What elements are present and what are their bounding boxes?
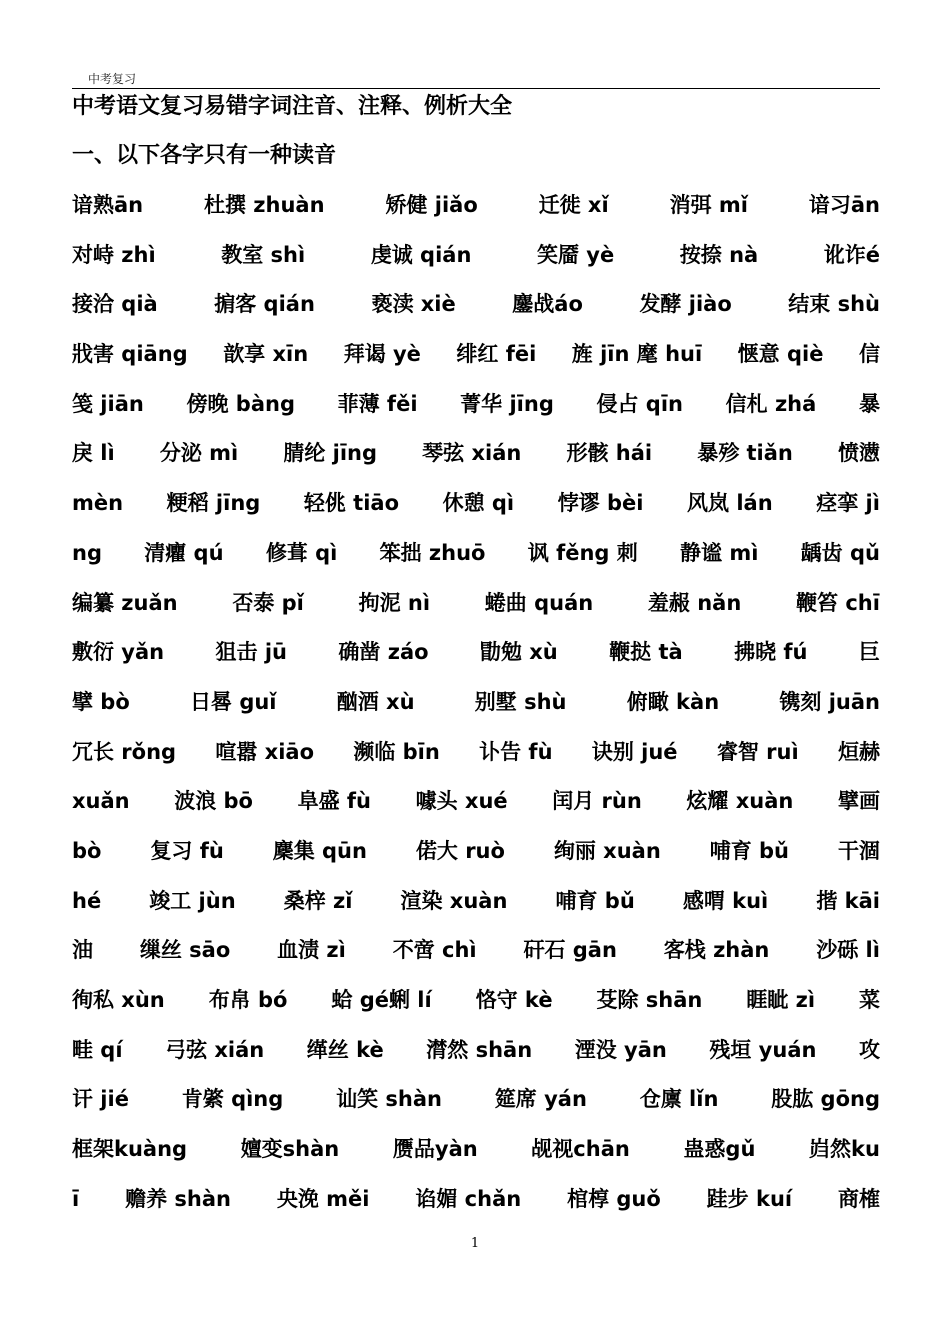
vocabulary-term: 笑靥 yè <box>536 242 615 267</box>
vocabulary-term: 对峙 zhì <box>72 242 156 267</box>
vocabulary-line <box>72 1130 880 1180</box>
vocabulary-term: 缫丝 sāo <box>139 938 231 963</box>
vocabulary-line <box>72 484 880 534</box>
vocabulary-term: 愤懑 <box>837 441 880 466</box>
vocabulary-list <box>72 186 880 1229</box>
document-title: 中考语文复习易错字词注音、注释、例析大全 <box>72 94 513 119</box>
vocabulary-term: 芟除 shān <box>596 988 703 1012</box>
vocabulary-term: 鏖战áo <box>512 292 583 317</box>
vocabulary-term: 分泌 mì <box>159 441 239 466</box>
vocabulary-term: 羞赧 nǎn <box>647 590 742 615</box>
vocabulary-term: 残垣 yuán <box>709 1037 817 1062</box>
vocabulary-term: 赡养 shàn <box>125 1186 231 1211</box>
vocabulary-term: 绯红 fēi <box>456 342 537 367</box>
vocabulary-term: 哺育 bǔ <box>709 838 790 863</box>
vocabulary-term: 擘 bò <box>72 689 130 714</box>
vocabulary-term: 悖谬 bèi <box>557 491 644 516</box>
vocabulary-term: 笨拙 zhuō <box>379 540 486 565</box>
vocabulary-term: 弓弦 xián <box>165 1037 265 1062</box>
vocabulary-term: 沙砾 lì <box>816 938 880 963</box>
vocabulary-term: 拜谒 yè <box>343 342 421 367</box>
section-heading: 一、以下各字只有一种读音 <box>72 143 337 168</box>
vocabulary-line <box>72 236 880 286</box>
vocabulary-term: 感喟 kuì <box>682 888 769 913</box>
vocabulary-term: 筵席 yán <box>494 1087 587 1112</box>
vocabulary-term: 阜盛 fù <box>297 789 371 814</box>
vocabulary-term: 暴殄 tiǎn <box>697 441 793 466</box>
vocabulary-term: 戕害 qiāng <box>72 342 188 367</box>
vocabulary-term: 谙习ān <box>808 193 880 217</box>
vocabulary-term: 炫耀 xuàn <box>686 789 794 814</box>
vocabulary-term: 框架kuàng <box>72 1137 188 1162</box>
vocabulary-term: 喧嚣 xiāo <box>215 739 315 764</box>
vocabulary-term: 酗酒 xù <box>336 689 415 714</box>
vocabulary-term: ng <box>72 540 102 565</box>
vocabulary-line <box>72 733 880 783</box>
vocabulary-term: 讣告 fù <box>479 739 553 764</box>
vocabulary-term: xuǎn <box>72 789 130 814</box>
vocabulary-term: 歆享 xīn <box>223 342 309 367</box>
vocabulary-term: 琴弦 xián <box>422 441 522 466</box>
vocabulary-term: 谙熟ān <box>72 193 144 217</box>
vocabulary-term: 敷衍 yǎn <box>72 640 165 665</box>
vocabulary-term: 狙击 jū <box>215 640 287 665</box>
vocabulary-term: 畦 qí <box>72 1037 123 1062</box>
vocabulary-term: 缂丝 kè <box>306 1037 384 1062</box>
vocabulary-term: 跬步 kuí <box>706 1186 793 1211</box>
vocabulary-term: 肯綮 qìng <box>181 1087 284 1112</box>
vocabulary-line <box>72 633 880 683</box>
vocabulary-term: 睚眦 zì <box>746 988 816 1012</box>
header-rule <box>72 88 880 89</box>
vocabulary-term: 侵占 qīn <box>596 391 683 416</box>
vocabulary-term: 蛤 gé蜊 lí <box>331 988 432 1012</box>
vocabulary-term: 笺 jiān <box>72 391 144 416</box>
vocabulary-line <box>72 285 880 335</box>
vocabulary-term: 岿然ku <box>809 1137 880 1162</box>
vocabulary-term: 谄媚 chǎn <box>415 1186 522 1211</box>
vocabulary-term: 蜷曲 quán <box>484 590 594 615</box>
vocabulary-term: 杜撰 zhuàn <box>204 193 325 217</box>
vocabulary-term: 戾 lì <box>72 441 115 466</box>
vocabulary-term: 棺椁 guǒ <box>567 1186 661 1211</box>
vocabulary-term: 清癯 qú <box>144 540 224 565</box>
vocabulary-term: 擘画 <box>837 789 880 814</box>
vocabulary-term: 虔诚 qián <box>370 242 472 267</box>
vocabulary-term: 鞭挞 tà <box>609 640 683 665</box>
vocabulary-term: 勖勉 xù <box>479 640 558 665</box>
vocabulary-term: 教室 shì <box>221 242 306 267</box>
vocabulary-term: 接洽 qià <box>72 292 158 317</box>
vocabulary-line <box>72 832 880 882</box>
vocabulary-line <box>72 335 880 385</box>
vocabulary-term: 觇视chān <box>531 1137 630 1162</box>
vocabulary-line <box>72 434 880 484</box>
vocabulary-line <box>72 683 880 733</box>
vocabulary-line <box>72 385 880 435</box>
vocabulary-term: 日晷 guǐ <box>190 689 277 714</box>
vocabulary-term: 讪笑 shàn <box>336 1087 442 1112</box>
vocabulary-term: 恪守 kè <box>475 988 553 1012</box>
vocabulary-term: 濒临 bīn <box>353 739 440 764</box>
vocabulary-term: 揩 kāi <box>816 888 880 913</box>
vocabulary-term: 哺育 bǔ <box>555 888 635 913</box>
vocabulary-term: 旌 jīn 麾 huī <box>571 342 703 367</box>
vocabulary-term: 信札 zhá <box>725 391 817 416</box>
vocabulary-term: 粳稻 jīng <box>166 491 261 516</box>
vocabulary-line <box>72 931 880 981</box>
vocabulary-term: 蛊惑gǔ <box>683 1137 756 1162</box>
vocabulary-term: 巨 <box>858 640 880 665</box>
vocabulary-term: 龋齿 qǔ <box>800 540 880 565</box>
vocabulary-term: 桑梓 zǐ <box>283 888 353 913</box>
vocabulary-term: 静谧 mì <box>680 540 759 565</box>
vocabulary-term: 诀别 jué <box>591 739 678 764</box>
vocabulary-term: 讦 jié <box>72 1087 129 1112</box>
vocabulary-term: 闰月 rùn <box>552 789 642 814</box>
vocabulary-term: 傍晚 bàng <box>186 391 295 416</box>
vocabulary-term: 徇私 xùn <box>72 988 165 1012</box>
vocabulary-term: 睿智 ruì <box>716 739 799 764</box>
vocabulary-term: 仓廪 lǐn <box>639 1087 719 1112</box>
vocabulary-term: 结束 shù <box>788 292 880 317</box>
vocabulary-term: 矸石 gān <box>523 938 617 963</box>
vocabulary-term: 菜 <box>858 988 880 1012</box>
vocabulary-term: 讽 fěng 刺 <box>527 540 638 565</box>
vocabulary-term: 别墅 shù <box>474 689 567 714</box>
vocabulary-line <box>72 534 880 584</box>
vocabulary-term: 休憩 qì <box>442 491 515 516</box>
vocabulary-term: 发酵 jiào <box>639 292 732 317</box>
vocabulary-term: 干涸 <box>837 838 880 863</box>
vocabulary-term: 渲染 xuàn <box>400 888 508 913</box>
vocabulary-term: 央浼 měi <box>276 1186 370 1211</box>
vocabulary-term: 修葺 qì <box>265 540 338 565</box>
vocabulary-term: 麇集 qūn <box>272 838 367 863</box>
vocabulary-term: 股肱 gōng <box>771 1087 880 1112</box>
vocabulary-term: 按捺 nà <box>679 242 759 267</box>
vocabulary-term: hé <box>72 888 102 913</box>
vocabulary-term: mèn <box>72 491 124 516</box>
vocabulary-term: 客栈 zhàn <box>663 938 770 963</box>
vocabulary-term: 讹诈é <box>823 242 880 267</box>
vocabulary-term: 湮没 yān <box>574 1037 667 1062</box>
vocabulary-term: 鞭笞 chī <box>796 590 880 615</box>
vocabulary-term: 否泰 pǐ <box>232 590 304 615</box>
vocabulary-term: 复习 fù <box>150 838 224 863</box>
vocabulary-term: 烜赫 <box>837 739 880 764</box>
vocabulary-term: 绚丽 xuàn <box>553 838 661 863</box>
vocabulary-term: 痉挛 jì <box>816 491 880 516</box>
vocabulary-line <box>72 981 880 1031</box>
vocabulary-term: 攻 <box>858 1037 880 1062</box>
vocabulary-term: 拂晓 fú <box>734 640 808 665</box>
vocabulary-term: 冗长 rǒng <box>72 739 177 764</box>
page-number: 1 <box>470 1236 480 1251</box>
vocabulary-term: 波浪 bō <box>174 789 253 814</box>
vocabulary-term: 菲薄 fěi <box>337 391 418 416</box>
vocabulary-term: 确凿 záo <box>338 640 429 665</box>
vocabulary-term: 嬗变shàn <box>240 1137 340 1162</box>
vocabulary-term: 拘泥 nì <box>358 590 431 615</box>
vocabulary-term: 轻佻 tiāo <box>303 491 400 516</box>
vocabulary-term: 腈纶 jīng <box>283 441 378 466</box>
vocabulary-term: 油 <box>72 938 93 963</box>
vocabulary-term: 风岚 lán <box>687 491 773 516</box>
vocabulary-term: 掮客 qián <box>214 292 315 317</box>
vocabulary-line <box>72 186 880 236</box>
vocabulary-line <box>72 1031 880 1081</box>
vocabulary-term: 编纂 zuǎn <box>72 590 178 615</box>
vocabulary-term: 竣工 jùn <box>149 888 236 913</box>
vocabulary-term: 噱头 xué <box>415 789 508 814</box>
vocabulary-line <box>72 882 880 932</box>
vocabulary-line <box>72 584 880 634</box>
vocabulary-term: 潸然 shān <box>426 1037 533 1062</box>
vocabulary-term: 信 <box>858 342 880 367</box>
vocabulary-term: bò <box>72 838 102 863</box>
header-label: 中考复习 <box>88 72 137 86</box>
vocabulary-term: 俯瞰 kàn <box>626 689 720 714</box>
vocabulary-term: 迁徙 xǐ <box>538 193 609 217</box>
vocabulary-term: 血渍 zì <box>277 938 346 963</box>
vocabulary-term: 矫健 jiǎo <box>385 193 478 217</box>
vocabulary-line <box>72 1180 880 1230</box>
vocabulary-term: 亵渎 xiè <box>371 292 456 317</box>
vocabulary-term: 菁华 jīng <box>460 391 554 416</box>
vocabulary-term: 暴 <box>858 391 880 416</box>
vocabulary-term: 布帛 bó <box>208 988 288 1012</box>
vocabulary-term: ī <box>72 1186 80 1211</box>
vocabulary-term: 惬意 qiè <box>737 342 824 367</box>
vocabulary-term: 商榷 <box>838 1186 880 1211</box>
vocabulary-term: 消弭 mǐ <box>669 193 748 217</box>
vocabulary-line <box>72 1080 880 1130</box>
vocabulary-term: 偌大 ruò <box>415 838 505 863</box>
vocabulary-term: 赝品yàn <box>392 1137 478 1162</box>
vocabulary-term: 镌刻 juān <box>779 689 880 714</box>
vocabulary-line <box>72 782 880 832</box>
vocabulary-term: 形骸 hái <box>566 441 653 466</box>
vocabulary-term: 不啻 chì <box>392 938 477 963</box>
